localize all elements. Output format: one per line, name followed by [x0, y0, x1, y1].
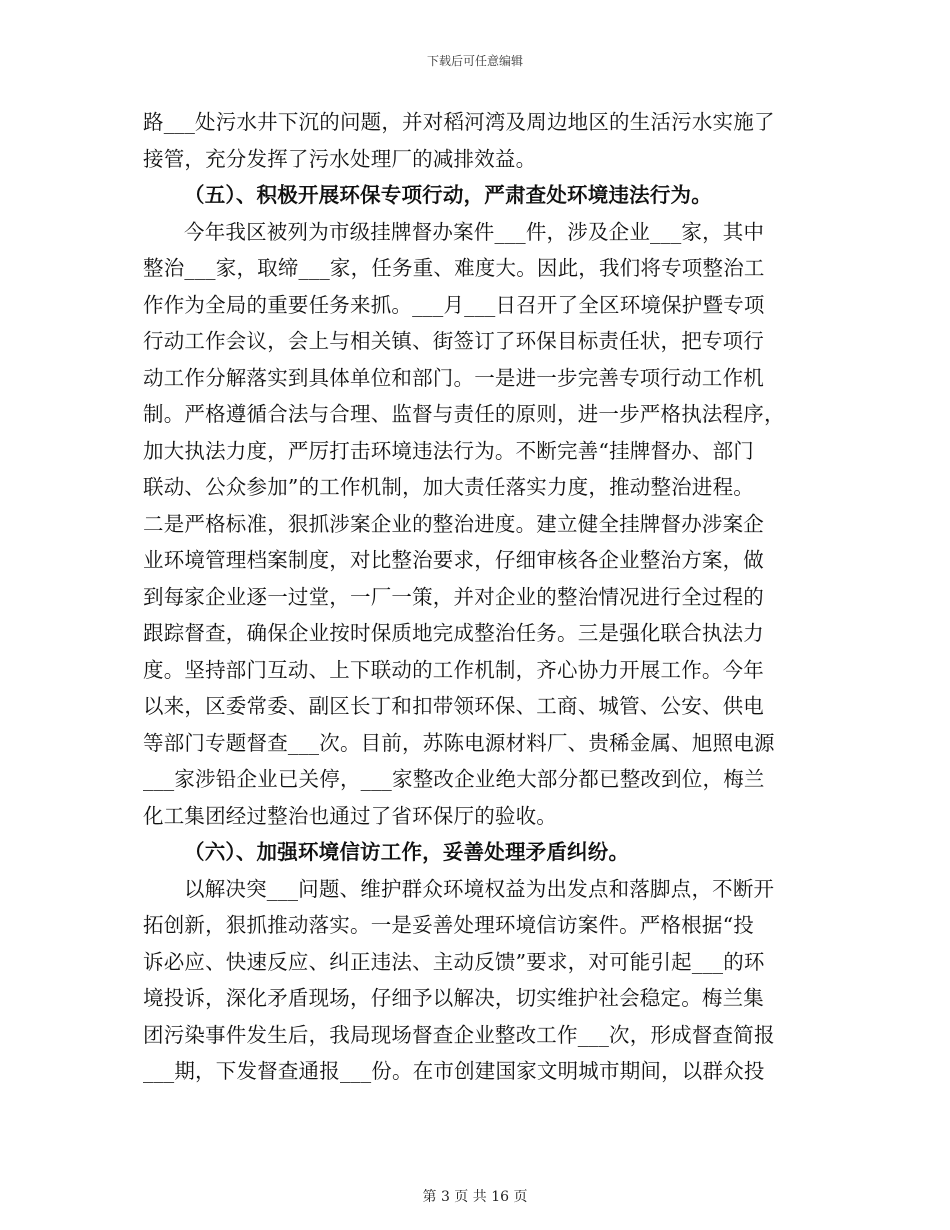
section-heading: （六）、加强环境信访工作，妥善处理矛盾纠纷。	[184, 840, 630, 864]
document-body	[143, 104, 807, 1090]
section-heading: （五）、积极开展环保专项行动，严肃查处环境违法行为。	[184, 183, 712, 207]
page-header: 下载后可任意编辑	[426, 54, 523, 68]
text-line: 接管，充分发挥了污水处理厂的减排效益。	[143, 146, 537, 171]
text-line: 联动、公众参加”的工作机制，加大责任落实力度，推动整治进程。	[143, 475, 754, 499]
text-line: 团污染事件发生后，我局现场督查企业整改工作___次，形成督查简报	[143, 1022, 775, 1047]
text-line: 以来，区委常委、副区长丁和扣带领环保、工商、城管、公安、供电	[143, 694, 764, 718]
page-footer: 第 3 页 共 16 页	[422, 1189, 528, 1205]
text-line: 度。坚持部门互动、上下联动的工作机制，齐心协力开展工作。今年	[143, 657, 764, 682]
text-line: ___期，下发督查通报___份。在市创建国家文明城市期间，以群众投	[143, 1059, 765, 1083]
text-line: 业环境管理档案制度，对比整治要求，仔细审核各企业整治方案，做	[143, 548, 764, 572]
text-line: 二是严格标准，狠抓涉案企业的整治进度。建立健全挂牌督办涉案企	[143, 511, 764, 536]
text-line: 今年我区被列为市级挂牌督办案件___件，涉及企业___家，其中	[184, 219, 765, 244]
text-line: 拓创新，狠抓推动落实。一是妥善处理环境信访案件。严格根据“投	[143, 913, 754, 937]
text-line: 跟踪督查，确保企业按时保质地完成整治任务。三是强化联合执法力	[143, 621, 764, 645]
text-line: ___家涉铅企业已关停，___家整改企业绝大部分都已整改到位，梅兰	[143, 767, 765, 791]
text-line: 整治___家，取缔___家，任务重、难度大。因此，我们将专项整治工	[143, 256, 765, 280]
text-line: 动工作分解落实到具体单位和部门。一是进一步完善专项行动工作机	[143, 365, 764, 390]
text-line: 行动工作会议，会上与相关镇、街签订了环保目标责任状，把专项行	[143, 329, 764, 353]
text-line: 路___处污水井下沉的问题，并对稻河湾及周边地区的生活污水实施了	[143, 110, 775, 134]
text-line: 化工集团经过整治也通过了省环保厅的验收。	[143, 803, 557, 828]
text-line: 境投诉，深化矛盾现场，仔细予以解决，切实维护社会稳定。梅兰集	[143, 986, 764, 1010]
text-line: 作作为全局的重要任务来抓。___月___日召开了全区环境保护暨专项	[143, 292, 765, 317]
text-line: 等部门专题督查___次。目前，苏陈电源材料厂、贵稀金属、旭照电源	[143, 730, 775, 755]
text-line: 制。严格遵循合法与合理、监督与责任的原则，进一步严格执法程序，	[143, 402, 785, 426]
text-line: 到每家企业逐一过堂，一厂一策，并对企业的整治情况进行全过程的	[143, 584, 764, 609]
text-line: 以解决突___问题、维护群众环境权益为出发点和落脚点，不断开	[184, 876, 775, 901]
text-line: 诉必应、快速反应、纠正违法、主动反馈”要求，对可能引起___的环	[143, 949, 765, 974]
text-line: 加大执法力度，严厉打击环境违法行为。不断完善“挂牌督办、部门	[143, 438, 754, 463]
